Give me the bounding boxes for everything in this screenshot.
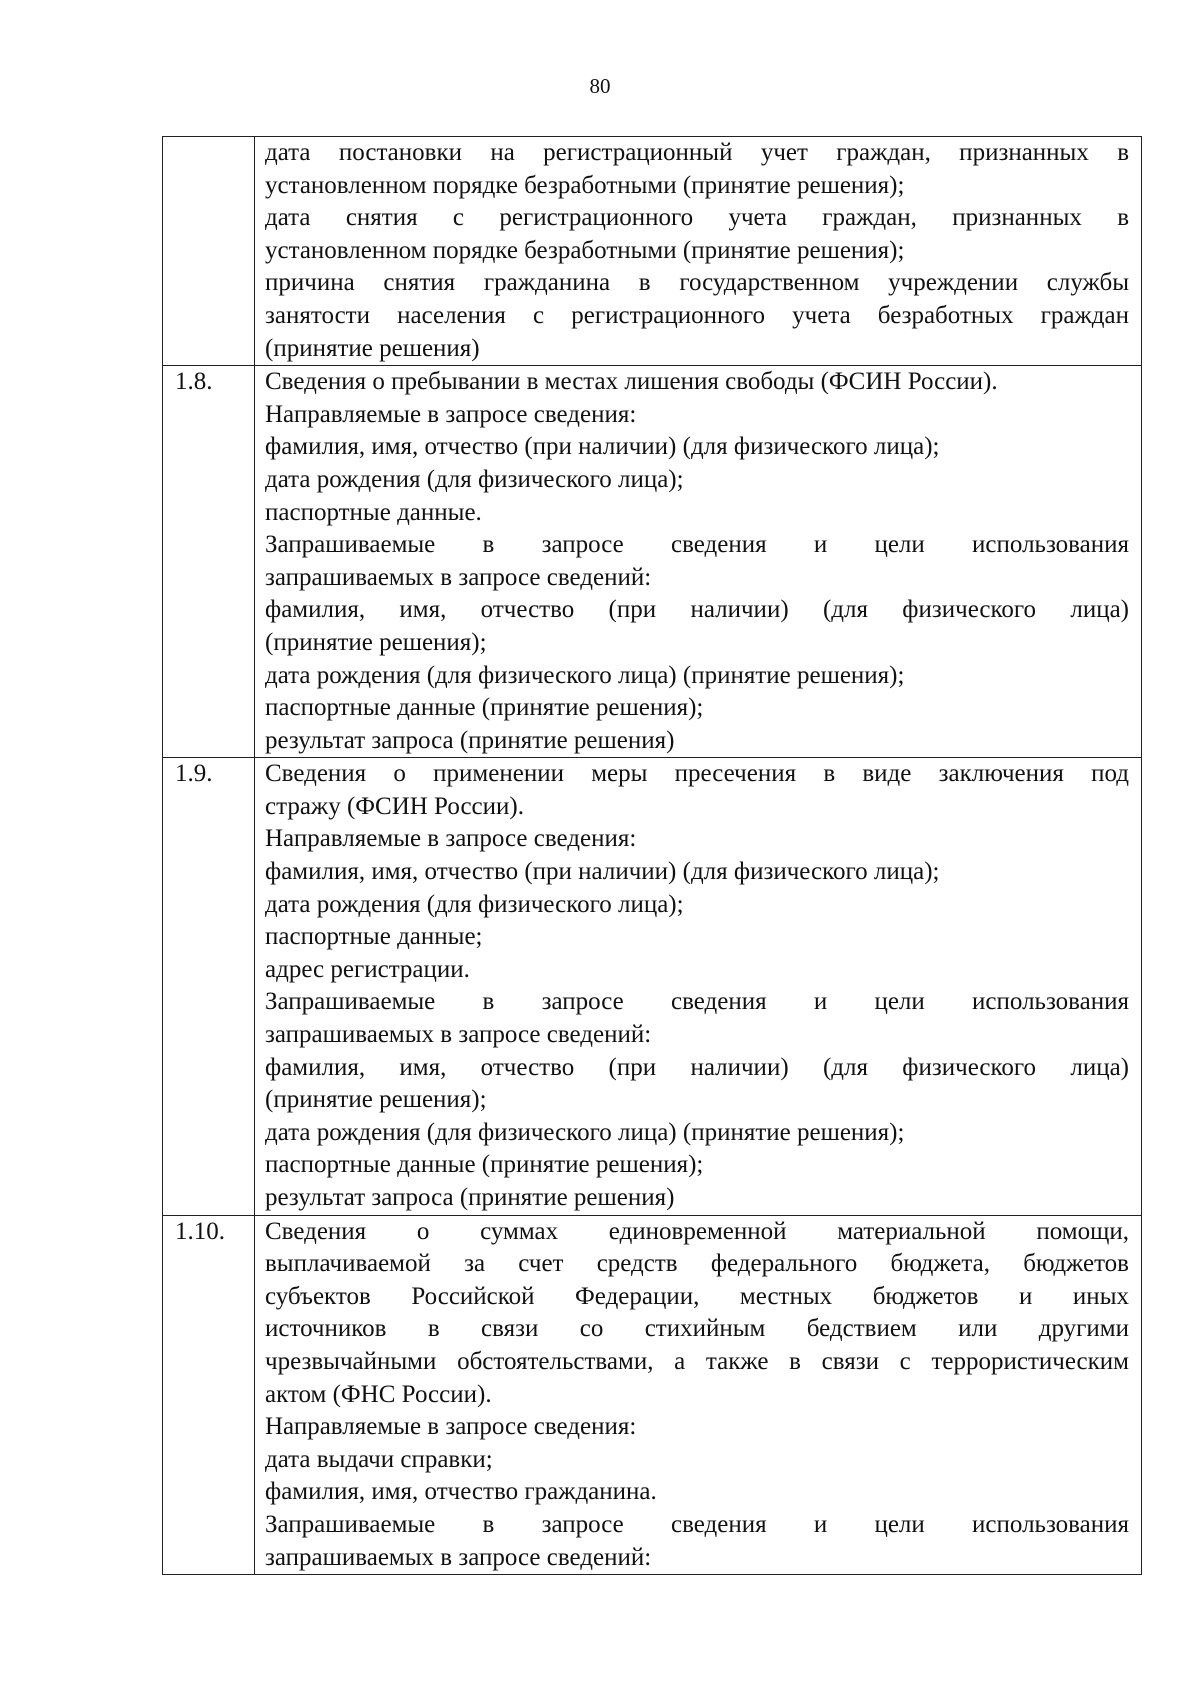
text-line: Запрашиваемые в запросе сведения и цели использования xyxy=(265,988,1129,1016)
text-line: источников в связи со стихийным бедствием или другими xyxy=(265,1315,1129,1343)
table-row xyxy=(163,137,1142,366)
text-line: (принятие решения); xyxy=(265,628,487,656)
text-line: фамилия, имя, отчество (при наличии) (для физического лица) xyxy=(265,596,1129,624)
text-line: занятости населения с регистрационного учета безработных граждан xyxy=(265,301,1129,329)
text-line: дата постановки на регистрационный учет граждан, признанных в xyxy=(265,139,1129,166)
text-line: дата рождения (для физического лица); xyxy=(265,890,684,918)
row-content xyxy=(255,137,1142,366)
text-line: выплачиваемой за счет средств федерального бюджета, бюджетов xyxy=(265,1250,1129,1278)
text-line: адрес регистрации. xyxy=(265,955,470,983)
text-line: запрашиваемых в запросе сведений: xyxy=(265,563,652,591)
text-line: дата рождения (для физического лица) (принятие решения); xyxy=(265,1118,905,1146)
row-content xyxy=(255,1215,1142,1575)
row-content xyxy=(255,366,1142,758)
text-line: актом (ФНС России). xyxy=(265,1380,492,1408)
text-line: запрашиваемых в запросе сведений: xyxy=(265,1021,652,1049)
row-content xyxy=(255,758,1142,1215)
text-line: фамилия, имя, отчество (при наличии) (для физического лица); xyxy=(265,858,940,886)
text-line: субъектов Российской Федерации, местных бюджетов и иных xyxy=(265,1282,1129,1310)
text-line: Запрашиваемые в запросе сведения и цели использования xyxy=(265,1510,1129,1538)
text-line: результат запроса (принятие решения) xyxy=(265,1184,675,1211)
text-line: запрашиваемых в запросе сведений: xyxy=(265,1543,652,1571)
text-line: Направляемые в запросе сведения: xyxy=(265,1413,637,1441)
text-line: Направляемые в запросе сведения: xyxy=(265,400,637,428)
text-line: Направляемые в запросе сведения: xyxy=(265,825,637,853)
page-number: 80 xyxy=(589,74,611,98)
text-line: Сведения о применении меры пресечения в виде заключения под xyxy=(265,760,1129,788)
text-line: дата рождения (для физического лица) (принятие решения); xyxy=(265,661,905,689)
text-line: дата рождения (для физического лица); xyxy=(265,465,684,493)
text-line: фамилия, имя, отчество (при наличии) (для физического лица); xyxy=(265,433,940,461)
table-row xyxy=(163,1215,1142,1575)
requirements-table xyxy=(162,136,1142,1575)
text-line: (принятие решения) xyxy=(265,334,480,362)
text-line: паспортные данные (принятие решения); xyxy=(265,1151,704,1179)
text-line: Сведения о пребывании в местах лишения свободы (ФСИН России). xyxy=(265,368,998,396)
text-line: установленном порядке безработными (принятие решения); xyxy=(265,236,905,264)
row-number xyxy=(163,137,255,366)
text-line: стражу (ФСИН России). xyxy=(265,792,524,820)
table-row xyxy=(163,758,1142,1215)
text-line: установленном порядке безработными (принятие решения); xyxy=(265,171,905,199)
text-line: результат запроса (принятие решения) xyxy=(265,726,675,754)
row-number: 1.9. xyxy=(163,758,255,1215)
text-line: (принятие решения); xyxy=(265,1086,487,1114)
text-line: Сведения о суммах единовременной материальной помощи, xyxy=(265,1217,1129,1245)
text-line: паспортные данные. xyxy=(265,498,482,526)
row-number: 1.10. xyxy=(163,1215,255,1575)
text-line: паспортные данные (принятие решения); xyxy=(265,694,704,722)
table-body xyxy=(163,137,1142,1575)
text-line: причина снятия гражданина в государственном учреждении службы xyxy=(265,269,1129,297)
text-line: фамилия, имя, отчество гражданина. xyxy=(265,1478,657,1506)
text-line: Запрашиваемые в запросе сведения и цели использования xyxy=(265,531,1129,559)
text-line: дата выдачи справки; xyxy=(265,1445,493,1473)
table-row xyxy=(163,366,1142,758)
row-number: 1.8. xyxy=(163,366,255,758)
text-line: дата снятия с регистрационного учета граждан, признанных в xyxy=(265,204,1129,232)
text-line: паспортные данные; xyxy=(265,923,483,951)
text-line: фамилия, имя, отчество (при наличии) (для физического лица) xyxy=(265,1053,1129,1081)
text-line: чрезвычайными обстоятельствами, а также в связи с террористическим xyxy=(265,1347,1129,1375)
